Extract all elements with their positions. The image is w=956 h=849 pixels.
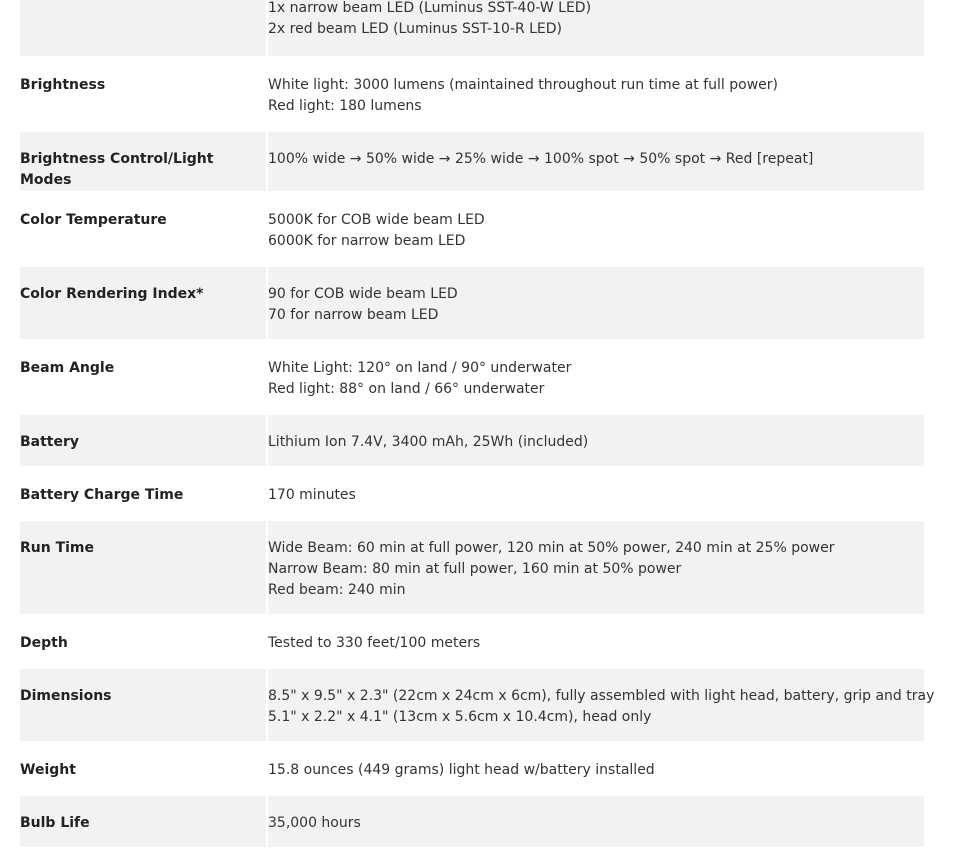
spec-row-weight bbox=[20, 742, 924, 795]
spec-label: Dimensions bbox=[20, 668, 267, 742]
spec-value-line: Red light: 88° on land / 66° underwater bbox=[268, 381, 545, 397]
spec-value bbox=[267, 266, 924, 340]
spec-value-line: White Light: 120° on land / 90° underwater bbox=[268, 360, 572, 376]
spec-label bbox=[20, 0, 267, 57]
spec-label: Battery bbox=[20, 414, 267, 467]
spec-value-line: Red beam: 240 min bbox=[268, 582, 406, 598]
spec-label: Brightness bbox=[20, 57, 267, 131]
spec-row-run-time bbox=[20, 520, 924, 615]
spec-value-line: White light: 3000 lumens (maintained throughout run time at full power) bbox=[268, 77, 778, 93]
spec-label: Beam Angle bbox=[20, 340, 267, 414]
spec-value-line: Lithium Ion 7.4V, 3400 mAh, 25Wh (included) bbox=[268, 434, 589, 450]
spec-label: Brightness Control/Light Modes bbox=[20, 131, 267, 192]
spec-value bbox=[267, 615, 924, 668]
spec-value bbox=[267, 414, 924, 467]
spec-row-continued bbox=[20, 0, 924, 57]
spec-label: Weight bbox=[20, 742, 267, 795]
spec-value-line: Wide Beam: 60 min at full power, 120 min at 50% power, 240 min at 25% power bbox=[268, 540, 835, 556]
spec-value-line: Narrow Beam: 80 min at full power, 160 min at 50% power bbox=[268, 561, 682, 577]
spec-value-line: 35,000 hours bbox=[268, 815, 361, 831]
spec-value bbox=[267, 340, 924, 414]
spec-value-line: 2x red beam LED (Luminus SST-10-R LED) bbox=[268, 21, 563, 37]
spec-row-color-rendering-index bbox=[20, 266, 924, 340]
spec-label: Depth bbox=[20, 615, 267, 668]
spec-value-line: 15.8 ounces (449 grams) light head w/battery installed bbox=[268, 762, 655, 778]
spec-value-line: Tested to 330 feet/100 meters bbox=[268, 635, 481, 651]
spec-value bbox=[267, 57, 924, 131]
spec-value bbox=[267, 742, 924, 795]
spec-value bbox=[267, 131, 924, 192]
spec-value bbox=[267, 795, 924, 848]
spec-value-line: 170 minutes bbox=[268, 487, 356, 503]
spec-value bbox=[267, 0, 924, 57]
spec-row-battery bbox=[20, 414, 924, 467]
spec-row-battery-charge-time bbox=[20, 467, 924, 520]
spec-value-line: Red light: 180 lumens bbox=[268, 98, 422, 114]
spec-row-dimensions bbox=[20, 668, 924, 742]
spec-value-line: 6000K for narrow beam LED bbox=[268, 233, 466, 249]
spec-value bbox=[267, 467, 924, 520]
spec-value-line: 5000K for COB wide beam LED bbox=[268, 212, 485, 228]
spec-label: Run Time bbox=[20, 520, 267, 615]
spec-row-brightness-control-light-modes bbox=[20, 131, 924, 192]
spec-label: Color Temperature bbox=[20, 192, 267, 266]
spec-value bbox=[267, 520, 924, 615]
spec-row-depth bbox=[20, 615, 924, 668]
spec-value-line: 70 for narrow beam LED bbox=[268, 307, 439, 323]
spec-label: Color Rendering Index* bbox=[20, 266, 267, 340]
spec-value bbox=[267, 668, 935, 742]
specifications-table-body bbox=[20, 0, 935, 848]
spec-value bbox=[267, 192, 924, 266]
spec-row-brightness bbox=[20, 57, 924, 131]
spec-label: Battery Charge Time bbox=[20, 467, 267, 520]
spec-value-line: 100% wide → 50% wide → 25% wide → 100% spot → 50% spot → Red [repeat] bbox=[268, 151, 814, 167]
spec-value-line: 1x narrow beam LED (Luminus SST-40-W LED) bbox=[268, 0, 592, 16]
spec-label: Bulb Life bbox=[20, 795, 267, 848]
spec-row-bulb-life bbox=[20, 795, 924, 848]
specifications-table bbox=[20, 0, 935, 849]
spec-value-line: 90 for COB wide beam LED bbox=[268, 286, 458, 302]
spec-row-beam-angle bbox=[20, 340, 924, 414]
spec-value-line: 8.5" x 9.5" x 2.3" (22cm x 24cm x 6cm), fully assembled with light head, battery, grip and tray bbox=[268, 688, 935, 704]
spec-row-color-temperature bbox=[20, 192, 924, 266]
spec-value-line: 5.1" x 2.2" x 4.1" (13cm x 5.6cm x 10.4cm), head only bbox=[268, 709, 652, 725]
